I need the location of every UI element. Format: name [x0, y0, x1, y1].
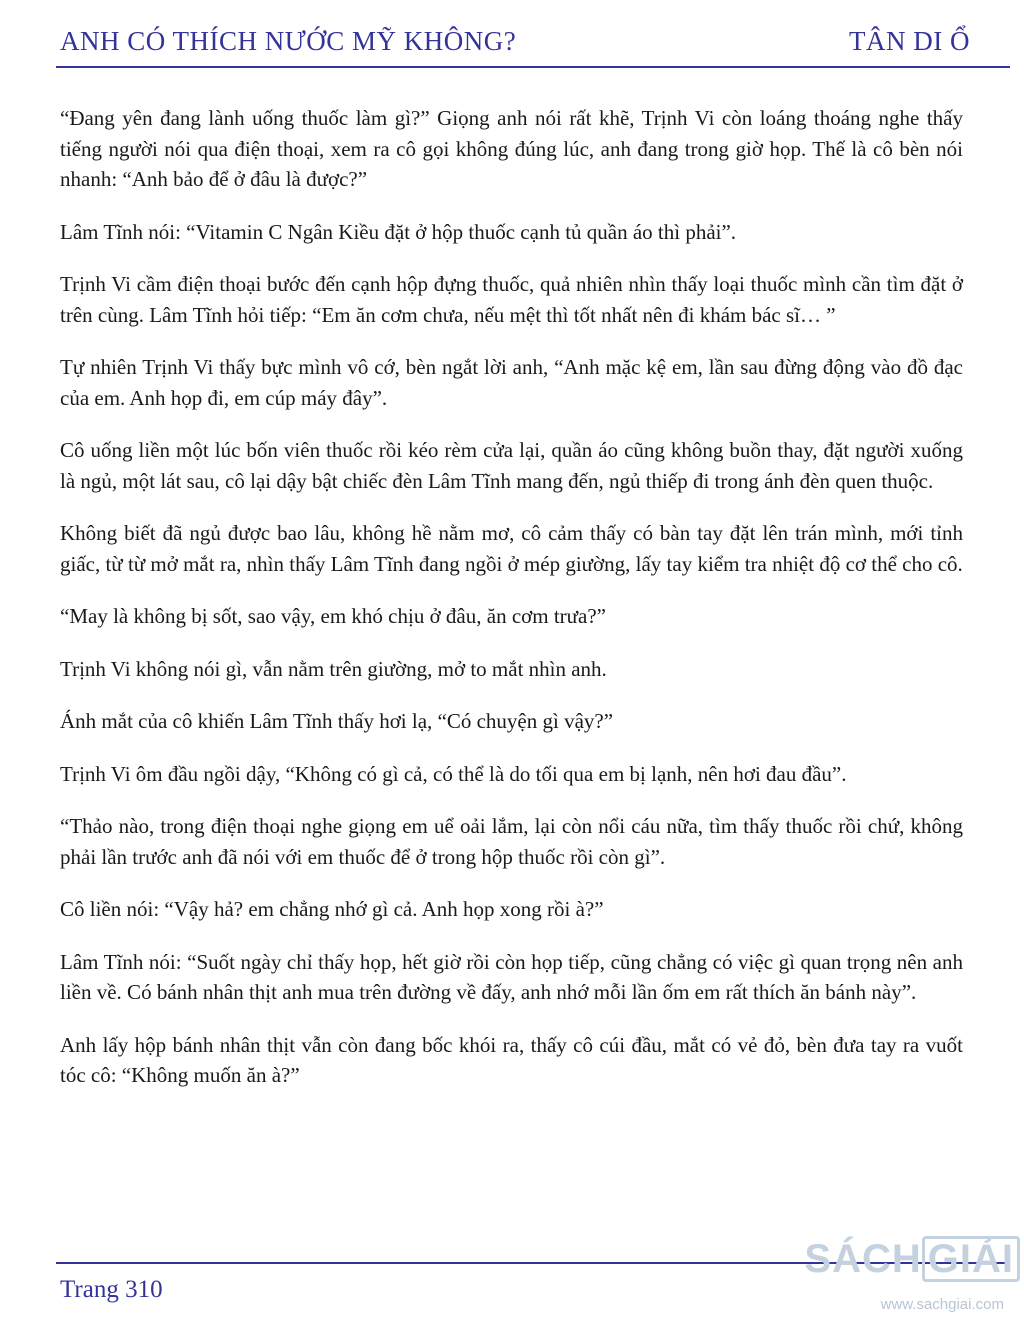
- paragraph: “May là không bị sốt, sao vậy, em khó chịu ở đâu, ăn cơm trưa?”: [60, 604, 606, 628]
- page-header: [56, 22, 1010, 68]
- paragraph: Tự nhiên Trịnh Vi thấy bực mình vô cớ, bèn ngắt lời anh, “Anh mặc kệ em, lần sau đừng động vào đồ đạc của em. Anh họp đi, em cúp máy đây”.: [60, 355, 963, 410]
- page-body: [60, 103, 963, 1113]
- paragraph: Trịnh Vi ôm đầu ngồi dậy, “Không có gì cả, có thể là do tối qua em bị lạnh, nên hơi đau đầu”.: [60, 761, 847, 786]
- paragraph: “Thảo nào, trong điện thoại nghe giọng em uể oải lắm, lại còn nổi cáu nữa, tìm thấy thuốc rồi chứ, không phải lần trước anh đã nói với em thuốc để ở trong hộp thuốc rồi còn gì”.: [60, 814, 963, 869]
- paragraph: Không biết đã ngủ được bao lâu, không hề nằm mơ, cô cảm thấy có bàn tay đặt lên trán mình, mới tỉnh giấc, từ từ mở mắt ra, nhìn thấy Lâm Tĩnh đang ngồi ở mép giường, lấy tay kiểm tra nhiệt độ cơ thể cho cô.: [60, 521, 963, 576]
- watermark-logo-text: SÁCH: [804, 1237, 922, 1281]
- paragraph: Ánh mắt của cô khiến Lâm Tĩnh thấy hơi lạ, “Có chuyện gì vậy?”: [60, 709, 614, 733]
- page-number: Trang 310: [60, 1276, 163, 1303]
- paragraph: Lâm Tĩnh nói: “Suốt ngày chỉ thấy họp, hết giờ rồi còn họp tiếp, cũng chẳng có việc gì quan trọng nên anh liền về. Có bánh nhân thịt anh mua trên đường về đấy, anh nhớ mỗi lần ốm em rất thích ăn bánh này”.: [60, 949, 963, 1004]
- paragraph: Cô liền nói: “Vậy hả? em chẳng nhớ gì cả. Anh họp xong rồi à?”: [60, 897, 604, 921]
- watermark-url: www.sachgiai.com: [880, 1296, 1004, 1313]
- book-author: TÂN DI Ổ: [849, 26, 970, 56]
- watermark-logo: [804, 1236, 1020, 1282]
- watermark: [804, 1228, 1024, 1320]
- paragraph: Lâm Tĩnh nói: “Vitamin C Ngân Kiều đặt ở hộp thuốc cạnh tủ quần áo thì phải”.: [60, 219, 737, 244]
- paragraph: “Đang yên đang lành uống thuốc làm gì?” Giọng anh nói rất khẽ, Trịnh Vi còn loáng thoáng nghe thấy tiếng người nói qua điện thoại, xem ra cô gọi không đúng lúc, anh đang trong giờ họp. Thế là cô bèn nói nhanh: “Anh bảo để ở đâu là được?”: [60, 106, 963, 191]
- paragraph: Cô uống liền một lúc bốn viên thuốc rồi kéo rèm cửa lại, quần áo cũng không buồn thay, đặt người xuống là ngủ, một lát sau, cô lại dậy bật chiếc đèn Lâm Tĩnh mang đến, ngủ thiếp đi trong ánh đèn quen thuộc.: [60, 438, 963, 493]
- book-title: ANH CÓ THÍCH NƯỚC MỸ KHÔNG?: [60, 26, 517, 56]
- paragraph: Anh lấy hộp bánh nhân thịt vẫn còn đang bốc khói ra, thấy cô cúi đầu, mắt có vẻ đỏ, bèn đưa tay ra vuốt tóc cô: “Không muốn ăn à?”: [60, 1032, 963, 1087]
- paragraph: Trịnh Vi không nói gì, vẫn nằm trên giường, mở to mắt nhìn anh.: [60, 656, 607, 681]
- paragraph: Trịnh Vi cầm điện thoại bước đến cạnh hộp đựng thuốc, quả nhiên nhìn thấy loại thuốc mình cần tìm đặt ở trên cùng. Lâm Tĩnh hỏi tiếp: “Em ăn cơm chưa, nếu mệt thì tốt nhất nên đi khám bác sĩ… ”: [60, 272, 963, 327]
- watermark-logo-boxed-text: GIẢI: [922, 1236, 1020, 1282]
